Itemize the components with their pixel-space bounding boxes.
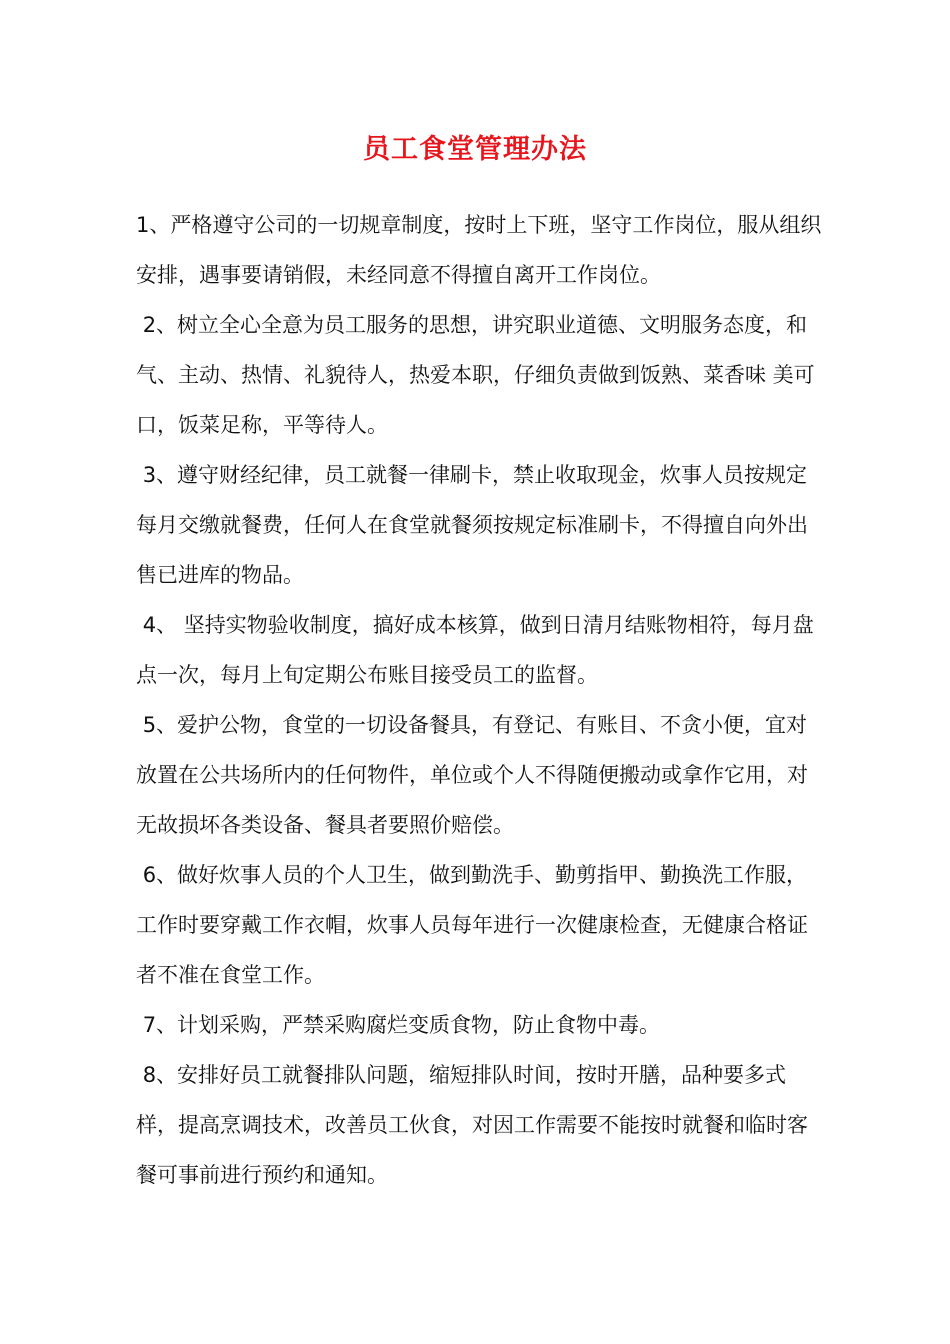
document-title: 员工食堂管理办法 [363,134,587,165]
paragraph-7: 7、计划采购，严禁采购腐烂变质食物，防止食物中毒。 [136,1013,661,1037]
paragraph-1: 1、严格遵守公司的一切规章制度，按时上下班，坚守工作岗位，服从组织安排，遇事要请销假，未经同意不得擅自离开工作岗位。 [136,213,822,287]
paragraph-3: 3、遵守财经纪律，员工就餐一律刷卡，禁止收取现金，炊事人员按规定每月交缴就餐费，任何人在食堂就餐须按规定标准刷卡，不得擅自向外出售已进库的物品。 [136,463,808,587]
paragraph-4: 4、 坚持实物验收制度，搞好成本核算，做到日清月结账物相符，每月盘点一次，每月上旬定期公布账目接受员工的监督。 [136,613,814,687]
paragraph-2: 2、树立全心全意为员工服务的思想，讲究职业道德、文明服务态度，和气、主动、热情、礼貌待人，热爱本职，仔细负责做到饭熟、菜香味 美可口，饭菜足称，平等待人。 [136,313,815,437]
paragraph-8: 8、安排好员工就餐排队问题，缩短排队时间，按时开膳，品种要多式样，提高烹调技术，改善员工伙食，对因工作需要不能按时就餐和临时客餐可事前进行预约和通知。 [136,1063,808,1187]
paragraph-6: 6、做好炊事人员的个人卫生，做到勤洗手、勤剪指甲、勤换洗工作服，工作时要穿戴工作衣帽，炊事人员每年进行一次健康检查，无健康合格证者不准在食堂工作。 [136,863,808,987]
paragraph-5: 5、爱护公物，食堂的一切设备餐具，有登记、有账目、不贪小便，宜对放置在公共场所内的任何物件，单位或个人不得随便搬动或拿作它用，对无故损坏各类设备、餐具者要照价赔偿。 [136,713,808,837]
document-body [136,200,826,1200]
